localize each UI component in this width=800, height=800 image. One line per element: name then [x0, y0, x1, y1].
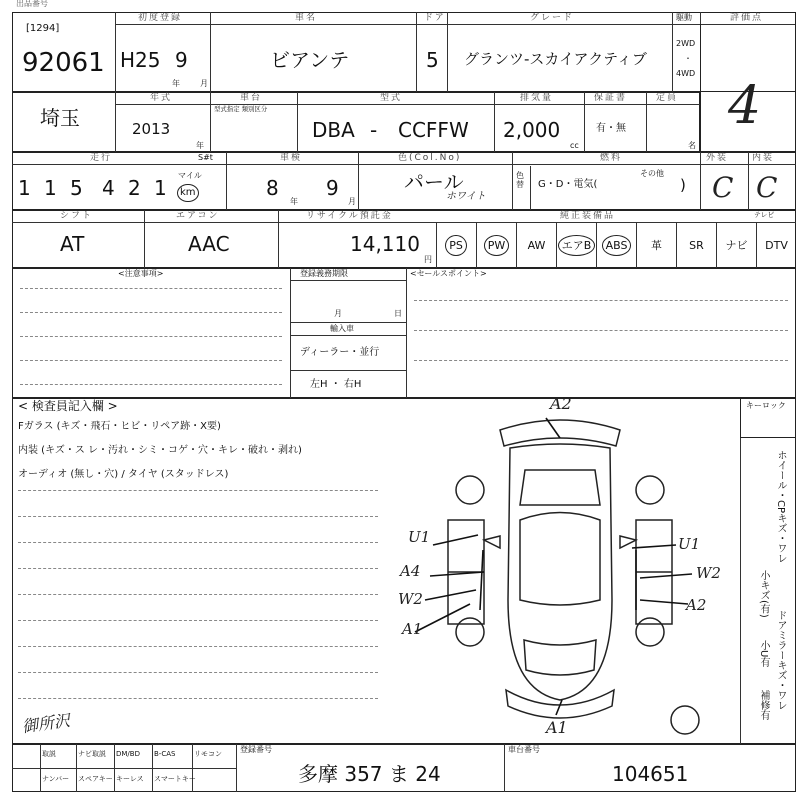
- left-code-4: A1: [402, 620, 423, 638]
- fuel-value: G・D・電気(: [538, 179, 598, 190]
- equipment-item: [716, 222, 756, 268]
- equipment-label: エアB: [558, 235, 596, 256]
- footer-check-item-2: ナンバー: [42, 775, 70, 783]
- equipment-item: [476, 222, 516, 268]
- footer-check-item: 取説: [42, 750, 56, 758]
- right-code-3: A2: [686, 596, 707, 614]
- chassis-note: 型式指定 類別区分: [214, 105, 268, 113]
- vin-label: 車台番号: [508, 745, 540, 754]
- footer-check-item: B-CAS: [154, 750, 176, 758]
- recycle-unit: 円: [424, 255, 432, 264]
- model-year: 2013: [132, 120, 171, 138]
- capacity-unit: 名: [688, 141, 696, 150]
- footer-check-item-2: キーレス: [116, 775, 144, 783]
- color-label: 色(Col.No): [398, 153, 462, 163]
- footer-check-item: DM/BD: [116, 750, 140, 758]
- equipment-item: [636, 222, 676, 268]
- recycle-label: リサイクル預託金: [306, 211, 393, 221]
- type-prefix: DBA: [312, 118, 355, 142]
- inspector-title: < 検査員記入欄 >: [18, 399, 118, 413]
- footer-check-item-2: スペアキー: [78, 775, 113, 783]
- vin-value: 104651: [612, 762, 689, 786]
- ac-value: AAC: [188, 232, 230, 256]
- exterior-label: 外装: [706, 153, 729, 163]
- interior-value: C: [756, 171, 778, 204]
- exterior-value: C: [712, 171, 734, 204]
- model-year-unit: 年: [196, 141, 204, 150]
- km-label: km: [177, 184, 199, 202]
- import-value: ディーラー・並行: [300, 347, 380, 358]
- year-unit: 年: [172, 79, 180, 88]
- left-code-2: A4: [400, 562, 421, 580]
- recycle-value: 14,110: [350, 232, 420, 256]
- mileage-d5: 2: [128, 176, 141, 200]
- equipment-item: [556, 222, 596, 268]
- legend-1: ホイール・CPキズ・ワレ: [775, 450, 786, 564]
- tv-label: テレビ: [754, 211, 775, 219]
- ac-label: エアコン: [176, 211, 220, 221]
- type-label: 型式: [380, 93, 403, 103]
- mileage-d4: 4: [102, 176, 115, 200]
- drive-dot: ・: [684, 54, 692, 63]
- reg-month: 月: [334, 309, 342, 318]
- drive-label: 駆動: [676, 13, 692, 22]
- interior-label: 内装: [752, 153, 775, 163]
- equipment-item: [676, 222, 716, 268]
- equipment-label: AW: [527, 238, 546, 252]
- legend-2: 小キズ(有): [758, 570, 769, 618]
- inspection-year: 8: [266, 176, 279, 200]
- equipment-item: [516, 222, 556, 268]
- reg-day: 日: [394, 309, 402, 318]
- fuel-other: その他: [640, 169, 664, 178]
- lot-number: 92061: [22, 48, 105, 78]
- door-value: 5: [426, 48, 439, 72]
- left-code-1: U1: [408, 528, 431, 546]
- inspection-month-unit: 月: [348, 197, 356, 206]
- equipment-item: [756, 222, 796, 268]
- right-code-2: W2: [696, 564, 721, 582]
- first-reg-label: 初度登録: [138, 13, 183, 23]
- carname-label: 車名: [295, 13, 318, 23]
- color-hand: ホワイト: [446, 191, 486, 202]
- lot-top-label: 出品番号: [16, 0, 48, 8]
- grade-label: グレード: [530, 13, 575, 23]
- grade-value: グランツ-スカイアクティブ: [464, 50, 647, 68]
- carname-value: ビアンテ: [270, 48, 350, 72]
- mileage-d6: 1: [154, 176, 167, 200]
- reg-deadline-label: 登録義務期限: [300, 269, 348, 278]
- score-value: 4: [728, 76, 762, 136]
- equipment-item: [436, 222, 476, 268]
- inspector-line1: Fガラス (キズ・飛石・ヒビ・リペア跡・X要): [18, 421, 221, 432]
- footer-check-item: リモコン: [194, 750, 222, 758]
- equipment-label: PW: [484, 235, 510, 256]
- equipment-label: DTV: [765, 238, 788, 252]
- inspection-label: 車検: [280, 153, 303, 163]
- color-change: 色替: [516, 171, 524, 189]
- meter-change-label: S#t: [198, 153, 213, 162]
- lot-bracket: [1294]: [26, 23, 60, 34]
- equipment-label: 純正装備品: [560, 211, 616, 221]
- front-code: A2: [550, 394, 572, 413]
- handle-value: 左H ・ 右H: [310, 379, 362, 390]
- mileage-d3: 5: [70, 176, 83, 200]
- mileage-d1: 1: [18, 176, 31, 200]
- drive-4wd: 4WD: [676, 69, 696, 78]
- first-reg-year: H25: [120, 48, 161, 72]
- mileage-label: 走行: [90, 153, 113, 163]
- left-code-3: W2: [398, 590, 423, 608]
- color-value: パール: [404, 170, 464, 194]
- inspector-signature: 御所沢: [20, 710, 72, 737]
- displacement: 2,000: [503, 118, 561, 142]
- drive-2wd: 2WD: [676, 39, 696, 48]
- equipment-label: 革: [651, 238, 662, 252]
- plate-label: 登録番号: [240, 745, 272, 754]
- import-label: 輸入車: [330, 324, 354, 333]
- right-code-1: U1: [678, 535, 701, 553]
- notes-label: <注意事項>: [118, 269, 164, 278]
- mile-label: マイル: [178, 171, 202, 180]
- mileage-d2: 1: [44, 176, 57, 200]
- cc-unit: cc: [570, 141, 579, 150]
- warranty-value: 有・無: [596, 123, 626, 134]
- sales-point-label: <セールスポイント>: [410, 269, 487, 278]
- fuel-close: ): [680, 176, 686, 194]
- shift-label: シフト: [60, 211, 94, 221]
- warranty-label: 保証書: [594, 93, 628, 103]
- equipment-label: ABS: [602, 235, 632, 256]
- inspector-line2: 内装 (キズ・ス レ・汚れ・シミ・コゲ・穴・キレ・破れ・剥れ): [18, 445, 302, 456]
- first-reg-month: 9: [175, 48, 188, 72]
- type-dash: -: [370, 118, 378, 142]
- fuel-label: 燃料: [600, 153, 623, 163]
- region: 埼玉: [40, 106, 80, 130]
- legend-5: 補修有: [758, 690, 769, 720]
- score-label: 評価点: [730, 13, 764, 23]
- legend-4: 小U有: [758, 640, 769, 668]
- type-value: CCFFW: [398, 118, 469, 142]
- door-label: ドア: [424, 13, 446, 23]
- month-unit: 月: [200, 79, 208, 88]
- equipment-label: ナビ: [725, 238, 748, 252]
- equipment-label: SR: [689, 238, 704, 252]
- capacity-label: 定員: [656, 93, 679, 103]
- plate-value: 多摩 357 ま 24: [298, 762, 441, 786]
- rear-code: A1: [546, 718, 568, 737]
- footer-check-item-2: スマートキー: [154, 775, 196, 783]
- footer-check-item: ナビ取説: [78, 750, 106, 758]
- chassis-label: 車台: [240, 93, 263, 103]
- model-year-label: 年式: [150, 93, 173, 103]
- legend-3: ドアミラーキズ・ワレ: [775, 610, 786, 710]
- inspector-line3: オーディオ (無し・穴) / タイヤ (スタッドレス): [18, 469, 229, 480]
- inspection-year-unit: 年: [290, 197, 298, 206]
- inspection-month: 9: [326, 176, 339, 200]
- displacement-label: 排気量: [520, 93, 554, 103]
- keylock-label: キーロック: [746, 401, 786, 410]
- equipment-item: [596, 222, 636, 268]
- shift-value: AT: [60, 232, 85, 256]
- equipment-label: PS: [445, 235, 467, 256]
